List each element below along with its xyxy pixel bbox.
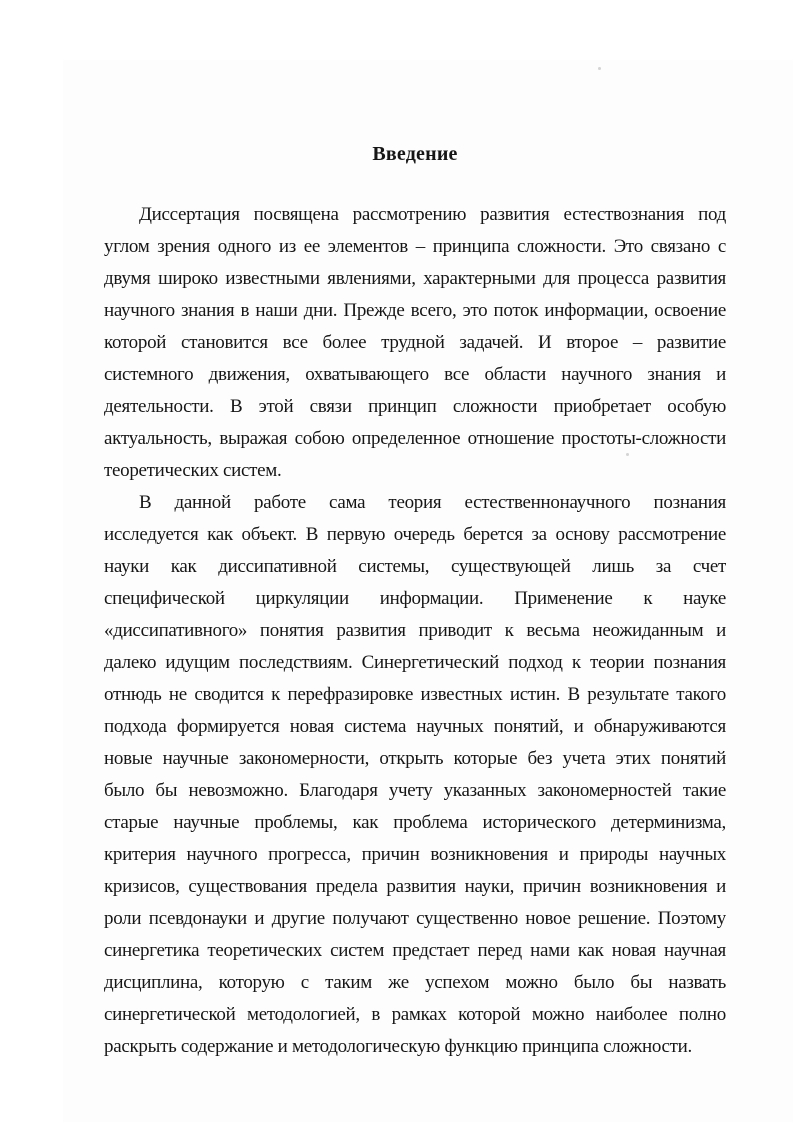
text-line: старые научные проблемы, как проблема исторического детерминизма, — [104, 812, 726, 833]
text-line: критерия научного прогресса, причин возникновения и природы научных — [104, 844, 726, 865]
text-line: роли псевдонауки и другие получают существенно новое решение. Поэтому — [104, 908, 726, 929]
text-line: науки как диссипативной системы, существующей лишь за счет — [104, 556, 726, 577]
text-line: синергетической методологией, в рамках которой можно наиболее полно — [104, 1004, 726, 1025]
text-line: В данной работе сама теория естественнонаучного познания — [139, 492, 726, 513]
text-line: раскрыть содержание и методологическую функцию принципа сложности. — [104, 1036, 692, 1057]
text-line: научного знания в наши дни. Прежде всего, это поток информации, освоение — [104, 300, 726, 321]
text-line: «диссипативного» понятия развития приводит к весьма неожиданным и — [104, 620, 726, 641]
text-line: углом зрения одного из ее элементов – принципа сложности. Это связано с — [104, 236, 726, 257]
text-line: дисциплина, которую с таким же успехом можно было бы назвать — [104, 972, 726, 993]
text-line: отнюдь не сводится к перефразировке известных истин. В результате такого — [104, 684, 726, 705]
page-content — [104, 0, 726, 1063]
text-line: деятельности. В этой связи принцип сложности приобретает особую — [104, 396, 726, 417]
text-line: которой становится все более трудной задачей. И второе – развитие — [104, 332, 726, 353]
text-line: системного движения, охватывающего все области научного знания и — [104, 364, 726, 385]
text-line: далеко идущим последствиям. Синергетический подход к теории познания — [104, 652, 726, 673]
text-line: теоретических систем. — [104, 460, 282, 481]
text-line: актуальность, выражая собою определенное отношение простоты-сложности — [104, 428, 726, 449]
text-line: специфической циркуляции информации. Применение к науке — [104, 588, 726, 609]
text-line: подхода формируется новая система научных понятий, и обнаруживаются — [104, 716, 726, 737]
text-line: Диссертация посвящена рассмотрению развития естествознания под — [139, 204, 726, 225]
text-line: новые научные закономерности, открыть которые без учета этих понятий — [104, 748, 726, 769]
document-body — [104, 199, 726, 1063]
text-line: синергетика теоретических систем предстает перед нами как новая научная — [104, 940, 726, 961]
text-line: исследуется как объект. В первую очередь берется за основу рассмотрение — [104, 524, 726, 545]
text-line: было бы невозможно. Благодаря учету указанных закономерностей такие — [104, 780, 726, 801]
text-line: кризисов, существования предела развития науки, причин возникновения и — [104, 876, 726, 897]
page-title: Введение — [372, 143, 458, 165]
text-line: двумя широко известными явлениями, характерными для процесса развития — [104, 268, 726, 289]
